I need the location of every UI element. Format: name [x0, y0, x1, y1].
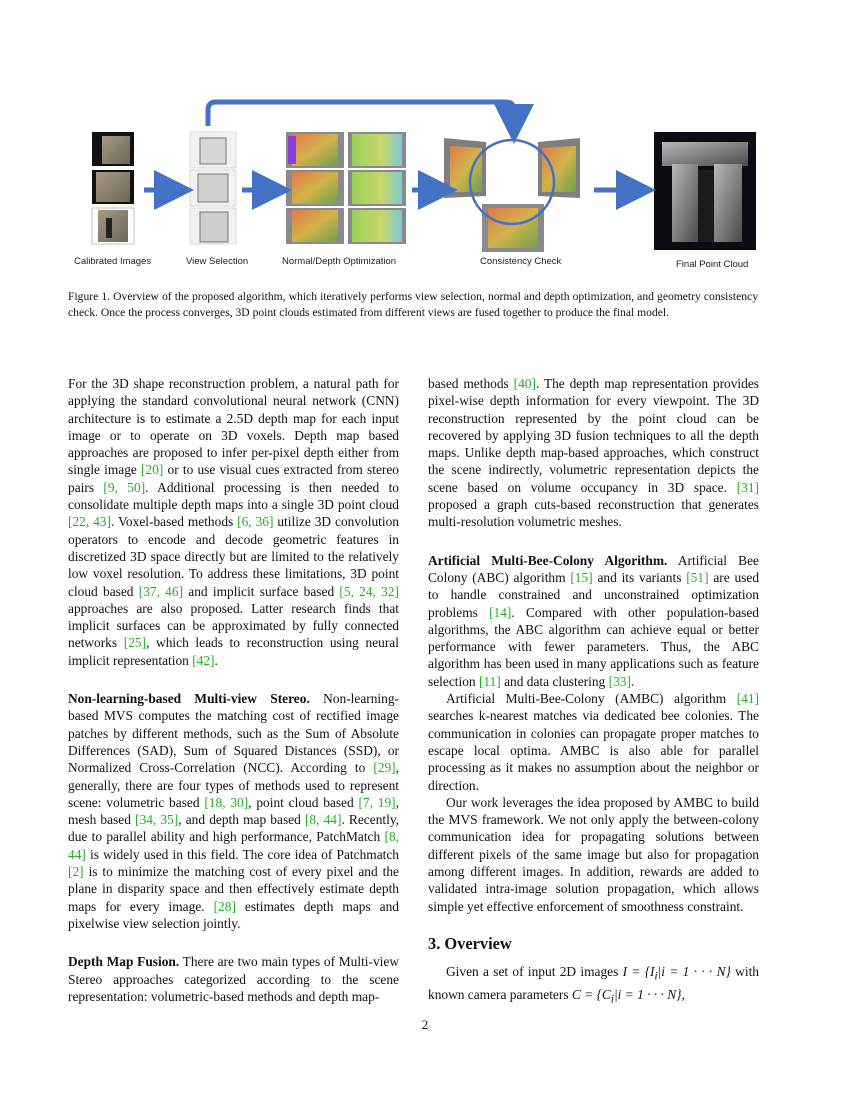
text-run: is widely used in this field. The core idea of Patchmatch [85, 846, 399, 862]
text-run: utilize 3D convolution operators to encode and decode geometric features in discretized 3D space directly but are limited to the relatively low voxel resolution. To address these limitations, 3D point cloud based [68, 514, 399, 599]
text-run: . Compared with other population-based algorithms, the ABC algorithm can achieve equal or better performance with fewer parameters. Thus, the ABC algorithm has been used in many applications such as feature selection [428, 604, 760, 689]
ambc-paragraph [428, 552, 759, 690]
fusion-title: Depth Map Fusion. [68, 954, 180, 970]
nonlearning-paragraph [68, 690, 399, 932]
citation-link[interactable]: [33] [608, 673, 631, 689]
citation-link[interactable]: [20] [141, 462, 164, 478]
text-run: . Voxel-based methods [110, 514, 238, 530]
citation-link[interactable]: [41] [736, 691, 759, 707]
text-run: There are two main types of Multi-view Stereo approaches categorized according to the scene representation: volumetric-based methods and depth map- [68, 954, 400, 1004]
citation-link[interactable]: [34, 35] [135, 812, 179, 828]
math-subscript: i [610, 993, 614, 1006]
citation-link[interactable]: [31] [736, 479, 759, 495]
text-run: Our work leverages the idea proposed by AMBC to build the MVS framework. We not only apply the between-colony communication idea for propagating solutions between different pixels of the same image but also for propagation among different images. In addition, rewards are added to validated intra-image solution propagation, which allows simple yet effective enforcement of smoothness constraint. [428, 794, 759, 914]
page-number: 2 [421, 1017, 429, 1032]
view-selection-thumbnails [190, 132, 236, 244]
ambc-paragraph-2 [428, 690, 759, 794]
text-run: is to minimize the matching cost of every pixel and the plane in disparity space and then effectively estimate depth maps for every image. [68, 864, 399, 914]
text-run: and its variants [592, 569, 687, 585]
ours-paragraph [428, 794, 759, 915]
text-run: . The depth map representation provides pixel-wise depth information for every viewpoint. The 3D reconstruction represented by the point cloud can be recovered by applying 3D fusion techniques to all the depth maps. Unlike depth map-based approaches, which construct the scene indirectly, volumetric representation depicts the scene based on volume occupancy in 3D space. [428, 376, 759, 495]
citation-link[interactable]: [40] [513, 376, 536, 391]
citation-link[interactable]: [14] [489, 604, 512, 620]
figure-caption: Figure 1. Overview of the proposed algorithm, which iteratively performs view selection, normal and depth optimization, and geometry consistency check. Once the process converges, 3D point clouds estimated from different views are fused together to produce the final model. [68, 290, 758, 319]
text-run: approaches are also proposed. Latter research finds that implicit surfaces can be approximated by fully connected networks [68, 600, 399, 651]
text-run: . Additional processing is then needed to consolidate multiple depth maps into a single 3D point cloud [68, 479, 399, 513]
text-run: , and depth map based [178, 812, 305, 828]
feedback-arrow [208, 102, 514, 126]
citation-link[interactable]: [7, 19] [358, 794, 396, 810]
text-run: , mesh based [68, 794, 399, 828]
nonlearning-title: Non-learning-based Multi-view Stereo. [68, 691, 310, 707]
text-run: Non-learning-based MVS computes the matching cost of rectified image patches by different methods, such as the Sum of Absolute Differences (SAD), Sum of Squared Distances (SSD), or Normalized Cross-Correlation (NCC). According to [68, 691, 399, 776]
text-run: Artificial Bee Colony (ABC) algorithm [428, 552, 759, 585]
stage-label-final: Final Point Cloud [676, 259, 749, 270]
math-expression: |i = 1 · · · N}, [613, 986, 685, 1002]
citation-link[interactable]: [51] [686, 569, 709, 585]
text-run: proposed a graph cuts-based reconstruction that generates multi-resolution volumetric meshes. [428, 497, 759, 530]
text-run: are used to handle constrained and unconstrained optimization problems [428, 569, 760, 620]
citation-link[interactable]: [5, 24, 32] [339, 583, 399, 599]
math-subscript: i [654, 970, 658, 983]
text-run: . [214, 652, 218, 668]
ambc-title: Artificial Multi-Bee-Colony Algorithm. [428, 552, 668, 568]
text-run: , generally, there are four types of methods used to represent scene: volumetric based [68, 760, 399, 810]
text-run: based methods [428, 376, 514, 391]
citation-link[interactable]: [2] [68, 864, 84, 880]
text-run: or to use visual cues extracted from stereo pairs [68, 462, 399, 495]
text-run: and implicit surface based [183, 583, 340, 599]
stage-label-view-selection: View Selection [186, 256, 249, 267]
pipeline-diagram [66, 98, 786, 273]
text-run: Given a set of input 2D images [446, 963, 623, 979]
citation-link[interactable]: [28] [213, 898, 236, 914]
right-column [428, 375, 759, 1009]
math-expression: C = {C [571, 986, 611, 1002]
text-run: Artificial Multi-Bee-Colony (AMBC) algorithm [446, 691, 737, 707]
calibrated-images-thumbnails [92, 132, 134, 244]
normal-depth-thumbnails [286, 132, 406, 244]
text-run: searches k-nearest matches via dedicated bee colonies. The communication in colonies can propagate proper matches to escape local optima. AMBC is also able for parallel processing as it makes no assumption about the neighbor or direction. [428, 708, 759, 793]
citation-link[interactable]: [15] [570, 569, 593, 585]
citation-link[interactable]: [8, 44] [304, 812, 342, 828]
fusion-continued-paragraph [428, 375, 759, 531]
math-expression: I = {I [622, 963, 655, 979]
citation-link[interactable]: [42] [192, 652, 215, 668]
citation-link[interactable]: [9, 50] [103, 479, 146, 495]
intro-paragraph [68, 375, 399, 669]
final-point-cloud-render [654, 132, 756, 250]
text-run: , point cloud based [248, 794, 359, 810]
citation-link[interactable]: [6, 36] [237, 514, 274, 530]
citation-link[interactable]: [18, 30] [204, 794, 249, 810]
overview-paragraph [428, 963, 759, 1009]
stage-label-normal-depth: Normal/Depth Optimization [282, 256, 397, 267]
citation-link[interactable]: [11] [478, 673, 501, 689]
text-run: , which leads to reconstruction using neural implicit representation [68, 635, 399, 668]
stage-label-consistency: Consistency Check [480, 256, 562, 267]
fusion-paragraph [68, 953, 399, 1005]
stage-label-calibrated: Calibrated Images [74, 256, 152, 267]
section-heading-overview: 3. Overview [428, 933, 512, 953]
citation-link[interactable]: [29] [373, 760, 396, 776]
citation-link[interactable]: [8, 44] [68, 829, 399, 862]
text-run: . [630, 673, 635, 689]
citation-link[interactable]: [25] [123, 635, 147, 651]
consistency-check-diagram [444, 138, 580, 252]
figure-1 [66, 98, 786, 273]
left-column [68, 375, 399, 1005]
citation-link[interactable]: [22, 43] [68, 514, 111, 530]
text-run: with known camera parameters [428, 963, 759, 1002]
text-run: For the 3D shape reconstruction problem, a natural path for applying the standard convolutional neural network (CNN) architecture is to estimate a 2.5D depth map for each input image or to operate on 3D voxels. Depth map based approaches are proposed to infer per-pixel depth either from single image [68, 376, 399, 478]
text-run: . Recently, due to parallel ability and high performance, PatchMatch [68, 812, 399, 845]
text-run: estimates depth maps and pixelwise view selection jointly. [68, 898, 399, 931]
math-expression: |i = 1 · · · N} [657, 963, 731, 979]
text-run: and data clustering [500, 673, 609, 689]
citation-link[interactable]: [37, 46] [138, 583, 184, 599]
